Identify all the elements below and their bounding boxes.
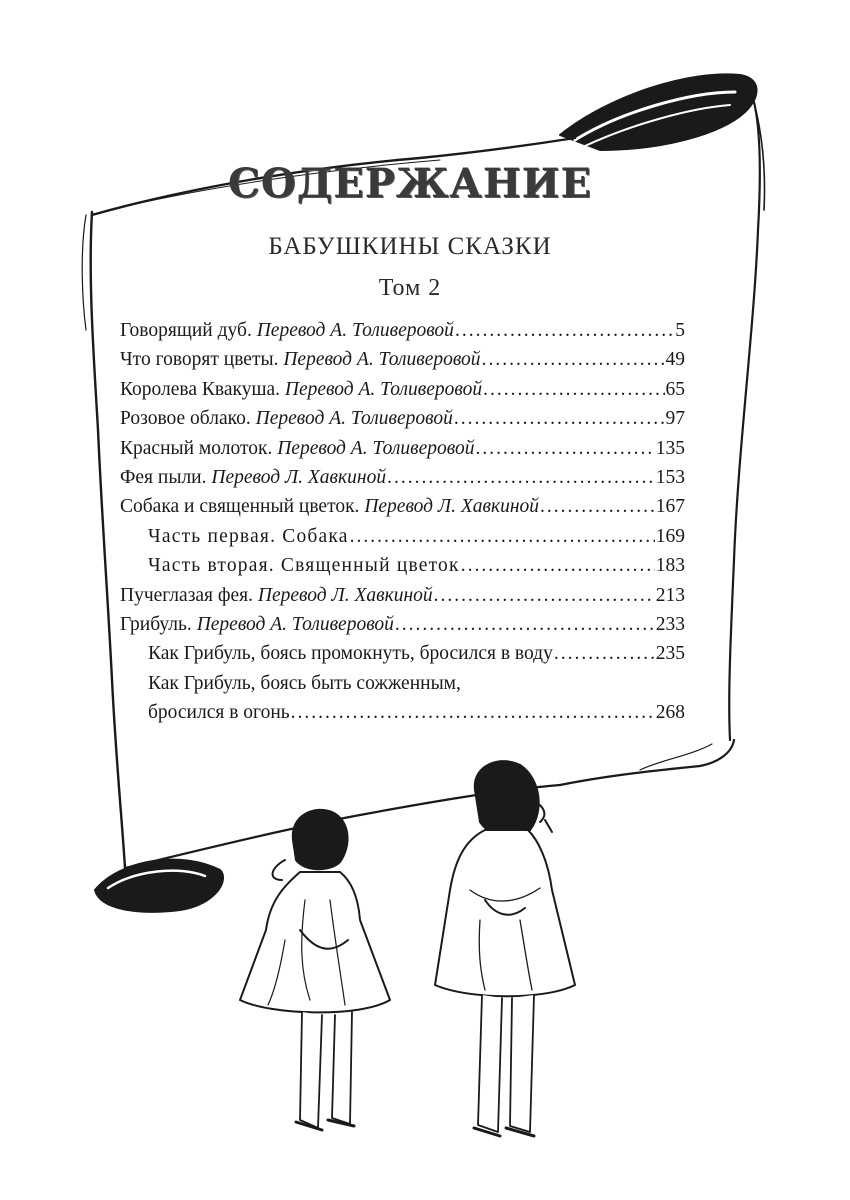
toc-entry-page: 213 — [655, 584, 685, 606]
toc-entry-page: 235 — [655, 643, 685, 665]
dot-leader — [455, 320, 674, 342]
toc-entry-title: Как Грибуль, боясь промокнуть, бросился в воду — [148, 643, 553, 665]
toc-entry[interactable] — [120, 408, 685, 437]
toc-entry-page: 49 — [665, 349, 685, 371]
toc-entry-translator: Перевод А. Толиверовой — [284, 378, 483, 400]
toc-entry-title: Часть вторая. Священный цветок — [148, 555, 460, 577]
toc-entry-translator: Перевод Л. Хавкиной — [257, 584, 433, 606]
dot-leader — [461, 555, 655, 577]
dot-leader — [291, 702, 655, 724]
dot-leader — [554, 643, 655, 665]
toc-entry-title: Пучеглазая фея. — [120, 584, 254, 606]
book-title: БАБУШКИНЫ СКАЗКИ — [268, 233, 552, 260]
toc-entry-translator: Перевод А. Толиверовой — [255, 408, 453, 430]
toc-entry-title: Что говорят цветы. — [120, 349, 279, 371]
toc-entry[interactable] — [120, 614, 685, 643]
toc-entry-page: 153 — [655, 466, 685, 488]
toc-entry[interactable] — [120, 585, 685, 614]
toc-entry-page: 5 — [675, 320, 685, 341]
toc-entry[interactable] — [120, 349, 685, 378]
toc-entry-translator: Перевод Л. Хавкиной — [211, 466, 387, 488]
toc-entry[interactable] — [120, 320, 685, 349]
toc-entry-title: Говорящий дуб. — [120, 320, 252, 341]
toc-entry-page: 65 — [665, 378, 685, 400]
dot-leader — [434, 585, 655, 607]
dot-leader — [540, 496, 655, 518]
toc-entry-title: Розовое облако. — [120, 408, 251, 430]
toc-subentry-line1[interactable] — [120, 673, 685, 702]
toc-entry-title: Собака и священный цветок. — [120, 496, 360, 518]
toc-entry[interactable] — [120, 379, 685, 408]
toc-subentry-line2[interactable] — [120, 702, 685, 731]
page-title: СОДЕРЖАНИЕ — [228, 160, 592, 207]
toc-subentry[interactable] — [120, 643, 685, 672]
toc-entry-translator: Перевод А. Толиверовой — [196, 613, 394, 635]
toc-entry-page: 183 — [655, 555, 685, 577]
toc-entry-title: бросился в огонь — [148, 702, 290, 724]
dot-leader — [482, 349, 665, 371]
toc-entry-translator: Перевод А. Толиверовой — [283, 349, 481, 371]
toc-entry-page: 169 — [655, 525, 685, 547]
dot-leader — [387, 467, 655, 489]
toc-entry[interactable] — [120, 496, 685, 525]
toc-subentry[interactable] — [120, 555, 685, 584]
toc-entry-page: 233 — [655, 613, 685, 635]
toc-entry-title: Часть первая. Собака — [148, 525, 349, 547]
toc-entry-title: Королева Квакуша. — [120, 378, 280, 400]
toc-entry[interactable] — [120, 438, 685, 467]
dot-leader — [395, 614, 655, 636]
toc-entry-title: Фея пыли. — [120, 466, 207, 488]
toc-entry-translator: Перевод Л. Хавкиной — [364, 496, 540, 518]
toc-entry-page: 268 — [655, 702, 685, 724]
toc-entry-translator: Перевод А. Толиверовой — [256, 320, 454, 341]
dot-leader — [454, 408, 665, 430]
toc-entry-page: 97 — [665, 408, 685, 430]
toc-entry-page: 135 — [655, 437, 685, 459]
toc-entry-title: Как Грибуль, боясь быть сожженным, — [148, 672, 461, 694]
toc-subentry[interactable] — [120, 526, 685, 555]
volume-label: Том 2 — [378, 275, 442, 301]
dot-leader — [475, 438, 654, 460]
toc-entry-translator: Перевод А. Толиверовой — [277, 437, 475, 459]
dot-leader — [350, 526, 655, 548]
dot-leader — [483, 379, 664, 401]
table-of-contents — [120, 320, 685, 731]
toc-entry-title: Грибуль. — [120, 613, 192, 635]
toc-entry[interactable] — [120, 467, 685, 496]
toc-entry-page: 167 — [655, 496, 685, 518]
toc-entry-title: Красный молоток. — [120, 437, 273, 459]
